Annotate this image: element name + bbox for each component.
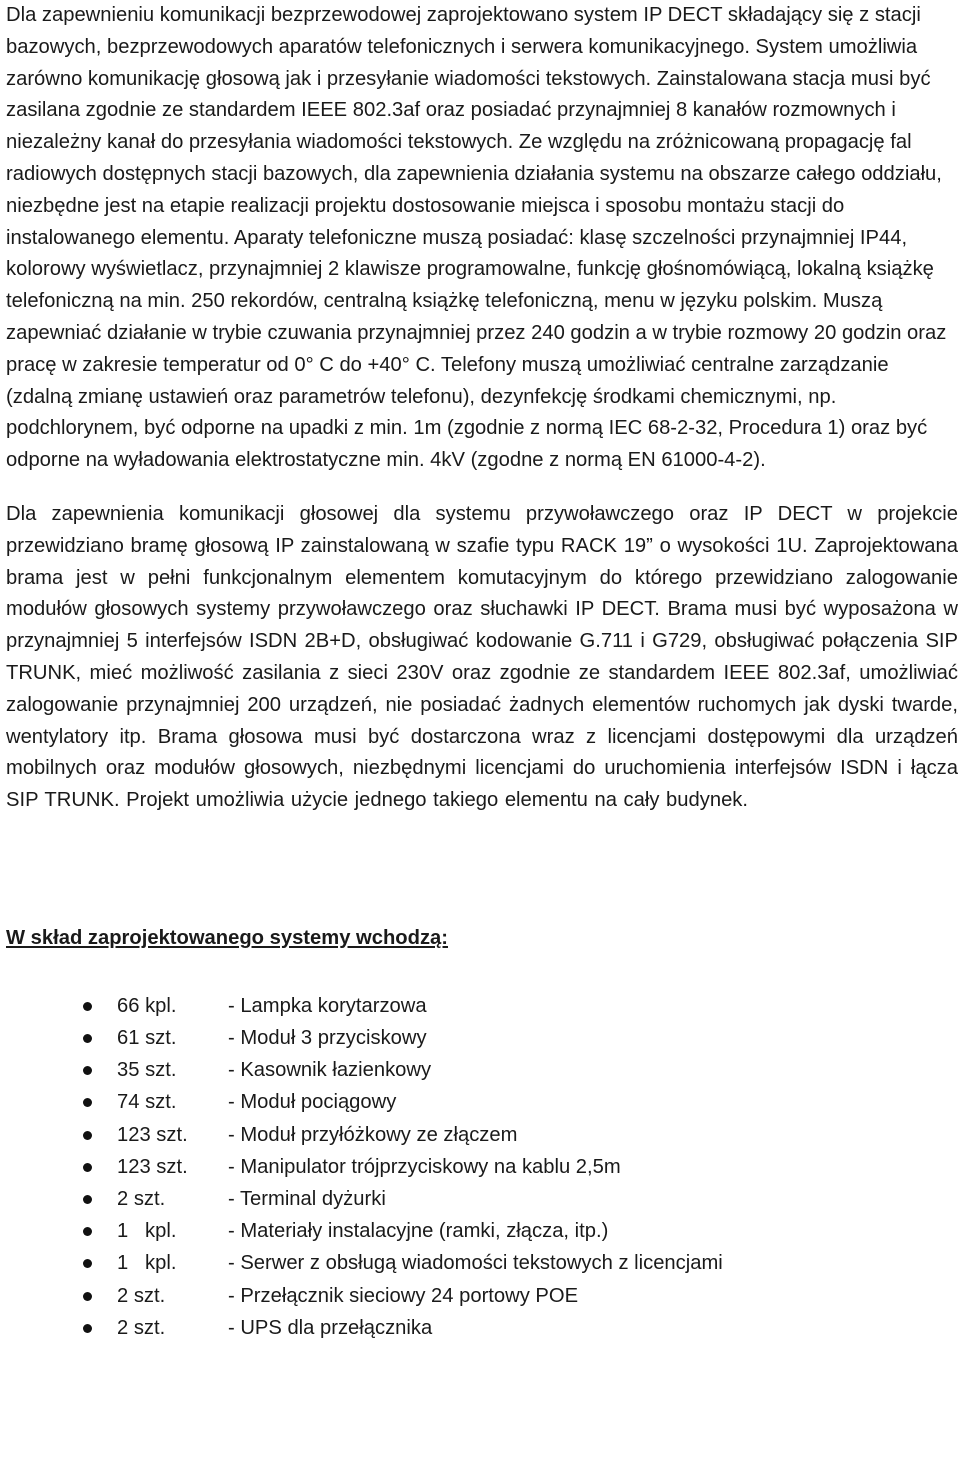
item-quantity: 35 szt.	[117, 1059, 177, 1082]
item-description: - Przełącznik sieciowy 24 portowy POE	[228, 1284, 579, 1307]
paragraph-dect-system: Dla zapewnieniu komunikacji bezprzewodowej zaprojektowano system IP DECT składający się z stacji bazowych, bezprzewodowych aparatów telefonicznych i serwera komunikacyjnego. System umożliwia zarówno komunikację głosową jak i przesyłanie wiadomości tekstowych. Zainstalowana stacja musi być zasilana zgodnie ze standardem IEEE 802.3af oraz posiadać przynajmniej 8 kanałów rozmownych i niezależny kanał do przesyłania wiadomości tekstowych. Ze względu na zróżnicowaną propagację fal radiowych dostępnych stacji bazowych, dla zapewnienia działania systemu na obszarze całego oddziału, niezbędne jest na etapie realizacji projektu dostosowanie miejsca i sposobu montażu stacji do instalowanego elementu. Aparaty telefoniczne muszą posiadać: klasę szczelności przynajmniej IP44, kolorowy wyświetlacz, przynajmniej 2 klawisze programowalne, funkcję głośnomówiącą, lokalną książkę telefoniczną na min. 250 rekordów, centralną książkę telefoniczną, menu w języku polskim. Muszą zapewniać działanie w trybie czuwania przynajmniej przez 240 godzin a w trybie rozmowy 20 godzin oraz pracę w zakresie temperatur od 0° C do +40° C. Telefony muszą umożliwiać centralne zarządzanie (zdalną zmianę ustawień oraz parametrów telefonu), dezynfekcję środkami chemicznymi, np. podchlorynem, być odporne na upadki z min. 1m (zgodnie z normą IEC 68-2-32, Procedura 1) oraz być odporne na wyładowania elektrostatyczne min. 4kV (zgodne z normą EN 61000-4-2).	[6, 4, 947, 472]
bullet-icon	[83, 1227, 92, 1236]
components-list	[6, 990, 958, 1344]
item-description: - Moduł przyłóżkowy ze złączem	[228, 1123, 518, 1146]
item-quantity: 61 szt.	[117, 1027, 177, 1050]
paragraph-voice-gateway: Dla zapewnienia komunikacji głosowej dla systemu przywoławczego oraz IP DECT w projekcie przewidziano bramę głosową IP zainstalowaną w szafie typu RACK 19” o wysokości 1U. Zaprojektowana brama jest w pełni funkcjonalnym elementem komutacyjnym do którego przewidziano zalogowanie modułów głosowych systemy przywoławczego oraz słuchawki IP DECT. Brama musi być wyposażona w przynajmniej 5 interfejsów ISDN 2B+D, obsługiwać kodowanie G.711 i G729, obsługiwać połączenia SIP TRUNK, mieć możliwość zasilania z sieci 230V oraz zgodnie ze standardem IEEE 802.3af, umożliwiać zalogowanie przynajmniej 200 urządzeń, nie posiadać żadnych elementów ruchomych jak dyski twarde, wentylatory itp. Brama głosowa musi być dostarczona wraz z licencjami dostępowymi dla urządzeń mobilnych oraz modułów głosowych, niezbędnymi licencjami do uruchomienia interfejsów ISDN i łącza SIP TRUNK. Projekt umożliwia użycie jednego takiego elementu na cały budynek.	[6, 502, 958, 812]
item-quantity: 123 szt.	[117, 1155, 188, 1178]
bullet-icon	[83, 1066, 92, 1075]
list-item	[6, 1183, 958, 1215]
item-quantity: 1 kpl.	[117, 1220, 177, 1243]
bullet-icon	[83, 1034, 92, 1043]
item-description: - Kasownik łazienkowy	[228, 1059, 432, 1082]
document-page	[6, 0, 958, 1344]
item-description: - Materiały instalacyjne (ramki, złącza, itp.)	[228, 1220, 609, 1243]
item-description: - Moduł pociągowy	[228, 1091, 397, 1114]
item-description: - Lampka korytarzowa	[228, 994, 427, 1017]
item-description: - Terminal dyżurki	[228, 1188, 386, 1211]
item-description: - Moduł 3 przyciskowy	[228, 1027, 427, 1050]
item-quantity: 1 kpl.	[117, 1252, 177, 1275]
list-item	[6, 1054, 958, 1086]
bullet-icon	[83, 1259, 92, 1268]
bullet-icon	[83, 1195, 92, 1204]
list-item	[6, 1086, 958, 1118]
list-item	[6, 1247, 958, 1279]
list-item	[6, 1312, 958, 1344]
item-description: - Serwer z obsługą wiadomości tekstowych z licencjami	[228, 1252, 723, 1275]
list-item	[6, 1119, 958, 1151]
bullet-icon	[83, 1098, 92, 1107]
bullet-icon	[83, 1292, 92, 1301]
item-quantity: 2 szt.	[117, 1284, 166, 1307]
item-quantity: 74 szt.	[117, 1091, 177, 1114]
list-item	[6, 1280, 958, 1312]
item-description: - Manipulator trójprzyciskowy na kablu 2,5m	[228, 1155, 621, 1178]
item-quantity: 2 szt.	[117, 1316, 166, 1339]
item-quantity: 123 szt.	[117, 1123, 188, 1146]
components-heading: W skład zaprojektowanego systemy wchodzą:	[6, 926, 448, 949]
bullet-icon	[83, 1002, 92, 1011]
item-quantity: 66 kpl.	[117, 994, 177, 1017]
bullet-icon	[83, 1324, 92, 1333]
list-item	[6, 990, 958, 1022]
list-item	[6, 1151, 958, 1183]
bullet-icon	[83, 1163, 92, 1172]
list-item	[6, 1215, 958, 1247]
bullet-icon	[83, 1131, 92, 1140]
list-item	[6, 1022, 958, 1054]
item-quantity: 2 szt.	[117, 1188, 166, 1211]
item-description: - UPS dla przełącznika	[228, 1316, 433, 1339]
